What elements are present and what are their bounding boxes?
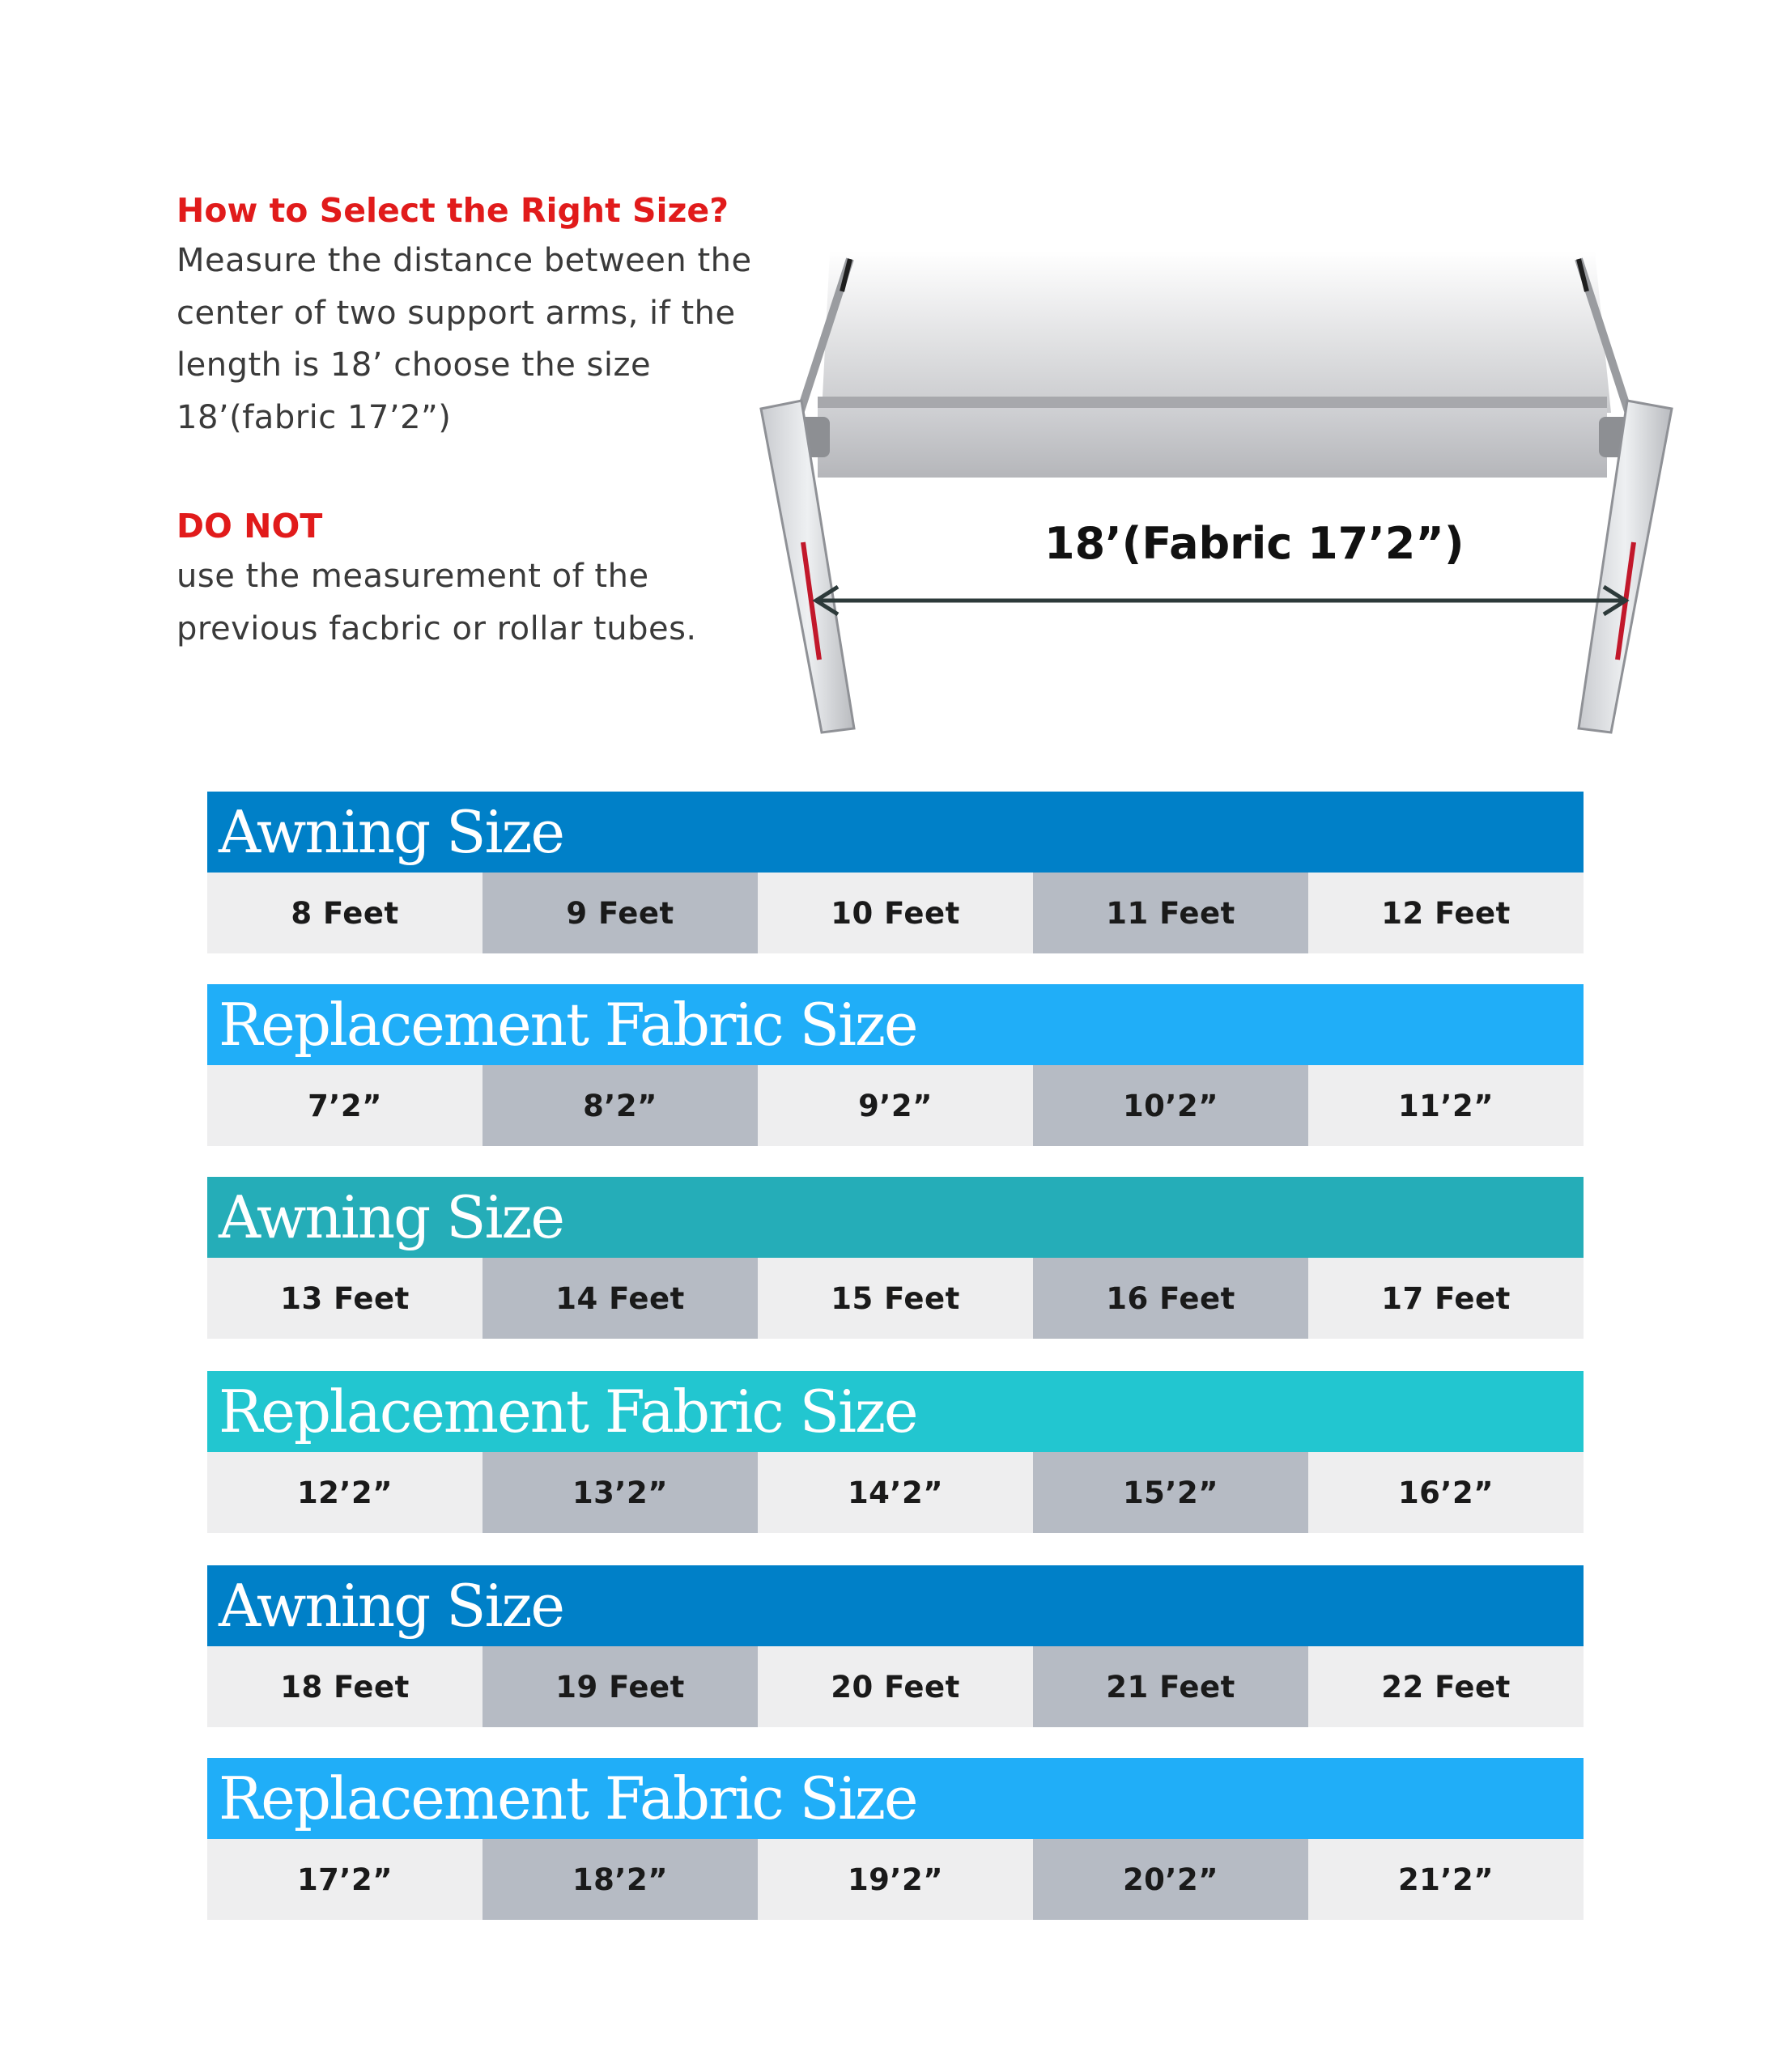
awning-size-table bbox=[207, 792, 1584, 953]
size-cell: 14 Feet bbox=[483, 1258, 758, 1339]
fabric-size-table bbox=[207, 984, 1584, 1146]
size-cell: 21 Feet bbox=[1033, 1646, 1308, 1727]
size-cell: 17’2” bbox=[207, 1839, 483, 1920]
table-header: Replacement Fabric Size bbox=[207, 984, 1584, 1065]
table-row bbox=[207, 1065, 1584, 1146]
table-row bbox=[207, 873, 1584, 953]
size-cell: 18’2” bbox=[483, 1839, 758, 1920]
size-cell: 19’2” bbox=[758, 1839, 1033, 1920]
table-header: Replacement Fabric Size bbox=[207, 1371, 1584, 1452]
table-row bbox=[207, 1839, 1584, 1920]
size-cell: 20’2” bbox=[1033, 1839, 1308, 1920]
canopy bbox=[822, 251, 1611, 413]
table-header: Awning Size bbox=[207, 1565, 1584, 1646]
awning-size-table bbox=[207, 1565, 1584, 1727]
size-cell: 15’2” bbox=[1033, 1452, 1308, 1533]
table-header: Awning Size bbox=[207, 792, 1584, 873]
size-cell: 9 Feet bbox=[483, 873, 758, 953]
size-cell: 8’2” bbox=[483, 1065, 758, 1146]
intro-heading: How to Select the Right Size? bbox=[176, 191, 729, 230]
warning-body: use the measurement of the previous facbric or rollar tubes. bbox=[176, 558, 697, 648]
awning-diagram bbox=[753, 243, 1684, 745]
fabric-size-table bbox=[207, 1758, 1584, 1920]
size-cell: 8 Feet bbox=[207, 873, 483, 953]
fabric-size-table bbox=[207, 1371, 1584, 1533]
size-cell: 21’2” bbox=[1308, 1839, 1584, 1920]
intro-section bbox=[176, 186, 824, 444]
size-cell: 11 Feet bbox=[1033, 873, 1308, 953]
size-cell: 10’2” bbox=[1033, 1065, 1308, 1146]
size-cell: 7’2” bbox=[207, 1065, 483, 1146]
table-header: Awning Size bbox=[207, 1177, 1584, 1258]
roller-tube bbox=[818, 397, 1607, 478]
table-row bbox=[207, 1646, 1584, 1727]
size-cell: 16’2” bbox=[1308, 1452, 1584, 1533]
size-cell: 20 Feet bbox=[758, 1646, 1033, 1727]
size-cell: 19 Feet bbox=[483, 1646, 758, 1727]
warning-section bbox=[176, 502, 824, 655]
size-cell: 17 Feet bbox=[1308, 1258, 1584, 1339]
size-cell: 22 Feet bbox=[1308, 1646, 1584, 1727]
size-cell: 18 Feet bbox=[207, 1646, 483, 1727]
size-cell: 10 Feet bbox=[758, 873, 1033, 953]
size-cell: 13’2” bbox=[483, 1452, 758, 1533]
intro-body: Measure the distance between the center of two support arms, if the length is 18’ choose the size 18’(fabric 17’2”) bbox=[176, 242, 752, 436]
table-row bbox=[207, 1452, 1584, 1533]
size-cell: 12’2” bbox=[207, 1452, 483, 1533]
size-cell: 16 Feet bbox=[1033, 1258, 1308, 1339]
size-cell: 14’2” bbox=[758, 1452, 1033, 1533]
size-cell: 9’2” bbox=[758, 1065, 1033, 1146]
size-cell: 11’2” bbox=[1308, 1065, 1584, 1146]
awning-size-table bbox=[207, 1177, 1584, 1339]
size-cell: 13 Feet bbox=[207, 1258, 483, 1339]
size-cell: 15 Feet bbox=[758, 1258, 1033, 1339]
warning-heading: DO NOT bbox=[176, 507, 323, 546]
dimension-label: 18’(Fabric 17’2”) bbox=[1044, 518, 1465, 569]
table-header: Replacement Fabric Size bbox=[207, 1758, 1584, 1839]
size-cell: 12 Feet bbox=[1308, 873, 1584, 953]
table-row bbox=[207, 1258, 1584, 1339]
